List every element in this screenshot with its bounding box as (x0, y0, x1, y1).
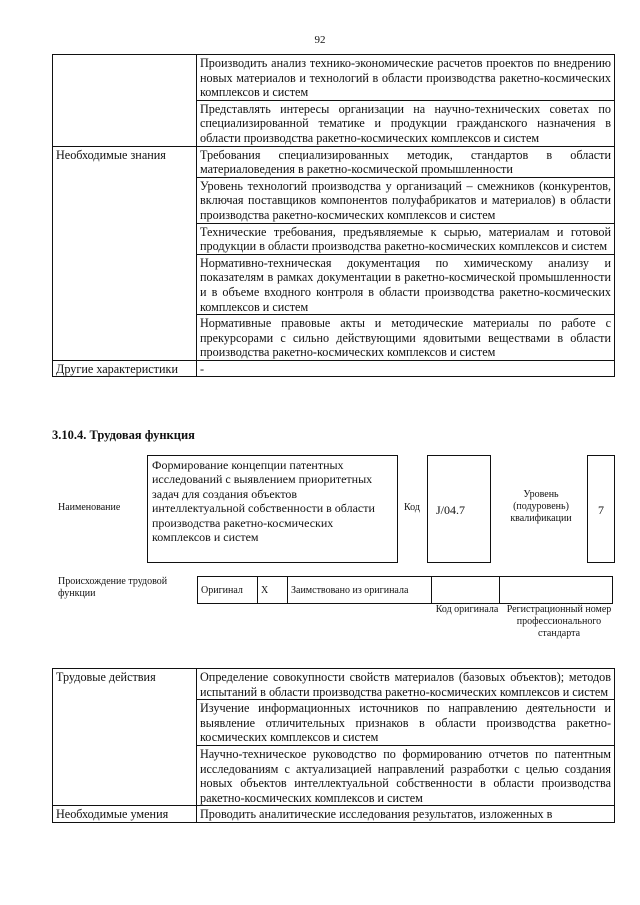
row-label: Необходимые умения (53, 806, 197, 823)
row-item: Изучение информационных источников по направлению деятельности и выявление отличительных признаков в области производства ракетно-космических комплексов и систем (197, 700, 615, 746)
bottom-table-body (53, 669, 615, 823)
row-item: Проводить аналитические исследования результатов, изложенных в (197, 806, 615, 823)
row-item: Нормативные правовые акты и методические материалы по работе с прекурсорами с сильно действующими ядовитыми веществами в области производства ракетно-космических комплексов и систем (197, 315, 615, 361)
row-item: Уровень технологий производства у организаций – смежников (конкурентов, включая поставщиков компонентов полуфабрикатов и материалов) в области производства ракетно-космических комплексов и систем (197, 177, 615, 223)
table-row (53, 360, 615, 377)
page-number: 92 (314, 34, 326, 46)
requirements-table-bottom (52, 668, 615, 823)
original-code-cell (432, 577, 500, 604)
row-item: Научно-техническое руководство по формированию отчетов по патентным исследованиям с актуализацией направлений разработки с целью создания новых объектов интеллектуальной собственности в области производства ракетно-космических комплексов и систем (197, 745, 615, 805)
original-code-caption: Код оригинала (435, 604, 499, 615)
row-label: Необходимые знания (53, 146, 197, 360)
table-row (53, 146, 615, 177)
function-name-field: Формирование концепции патентных исследований с выявлением приоритетных задач для создания объектов интеллектуальной собственности в области производства ракетно-космических комплексов и систем (147, 455, 398, 563)
row-label (53, 55, 197, 147)
top-table-body (53, 55, 615, 377)
origin-table (197, 576, 613, 604)
function-code-field: J/04.7 (427, 455, 491, 563)
registration-number-caption: Регистрационный номер профессионального стандарта (506, 604, 612, 639)
row-item: Производить анализ технико-экономические расчетов проектов по внедрению новых материалов и технологий в области производства ракетно-космических комплексов и систем (197, 55, 615, 101)
table-row (53, 806, 615, 823)
origin-original-cell: Оригинал (198, 577, 258, 604)
qualification-level-field: 7 (587, 455, 615, 563)
origin-mark-cell: X (258, 577, 288, 604)
table-row (53, 55, 615, 101)
table-row (53, 669, 615, 700)
row-item: Нормативно-техническая документация по химическому анализу и показателям в рамках документации в ракетно-космической промышленности и в объеме входного контроля в области производства ракетно-космических комплексов и систем (197, 254, 615, 314)
row-label: Другие характеристики (53, 360, 197, 377)
qualification-level-label: Уровень (подуровень) квалификации (510, 489, 572, 524)
row-item: - (197, 360, 615, 377)
origin-borrowed-cell: Заимствовано из оригинала (288, 577, 432, 604)
row-item: Требования специализированных методик, стандартов в области материаловедения в ракетно-космической промышленности (197, 146, 615, 177)
row-item: Технические требования, предъявляемые к сырью, материалам и готовой продукции в области производства ракетно-космических комплексов и систем (197, 223, 615, 254)
code-label: Код (404, 502, 420, 513)
origin-label: Происхождение трудовой функции (58, 576, 168, 599)
requirements-table-top (52, 54, 615, 377)
row-item: Определение совокупности свойств материалов (базовых объектов); методов испытаний в области производства ракетно-космических комплексов и систем (197, 669, 615, 700)
reg-number-cell (500, 577, 613, 604)
name-label: Наименование (58, 502, 121, 513)
row-label: Трудовые действия (53, 669, 197, 806)
section-heading: 3.10.4. Трудовая функция (52, 428, 195, 442)
row-item: Представлять интересы организации на научно-технических советах по специализированной тематике и продукции гражданского назначения в области производства ракетно-космических комплексов и систем (197, 100, 615, 146)
